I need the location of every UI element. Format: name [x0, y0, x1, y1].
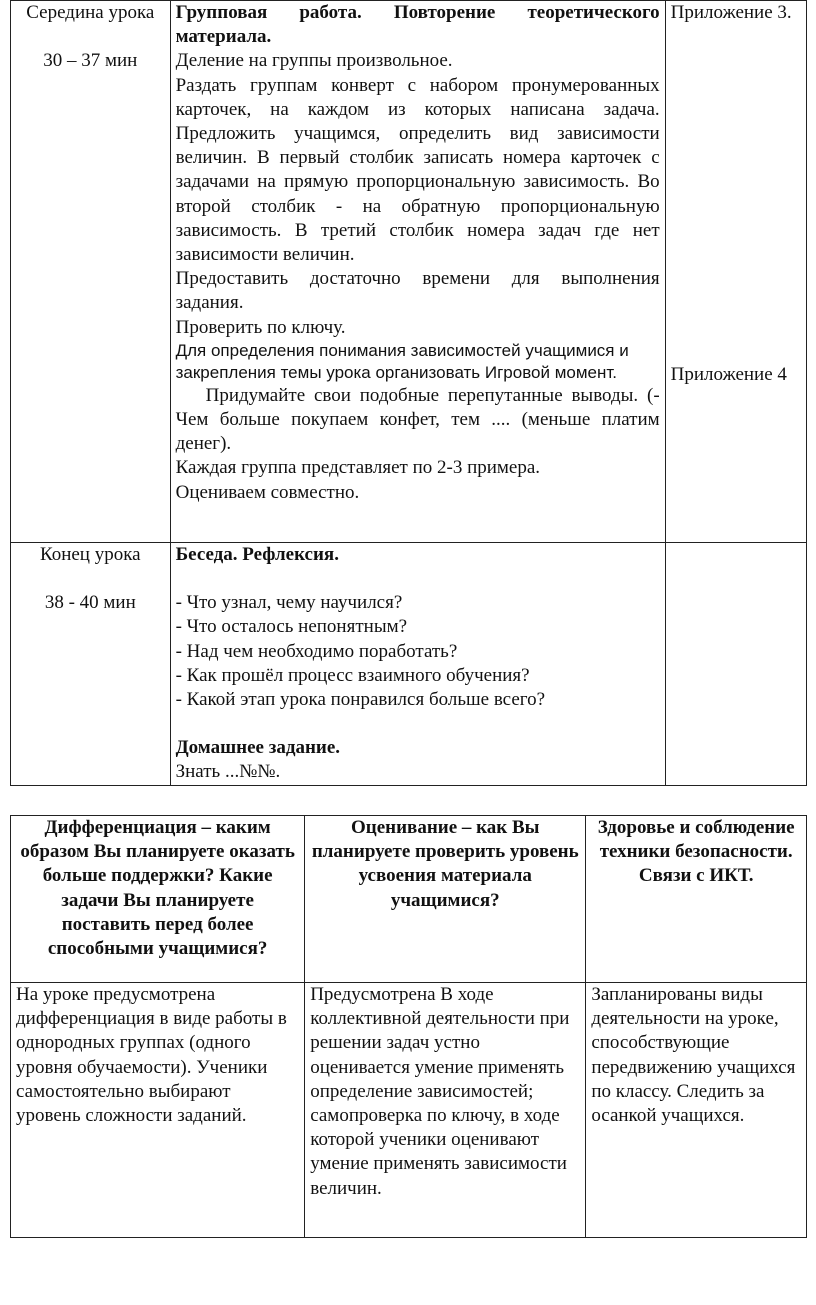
paragraph: Предоставить достаточно времени для выполнения задания. [175, 268, 660, 314]
homework-text: Знать ...№№. [175, 761, 281, 783]
question-item: - Что узнал, чему научился? [175, 592, 403, 614]
game-moment-paragraph: Для определения понимания зависимостей учащимися и закрепления темы урока организовать Игровой момент. [175, 340, 629, 382]
stage-label: Конец урока [39, 544, 141, 565]
appendix-label: Приложение 3. [670, 2, 792, 23]
question-item: - Что осталось непонятным? [175, 616, 408, 638]
stage-time: 38 - 40 мин [44, 592, 136, 614]
paragraph: Каждая группа представляет по 2-3 примера. [175, 457, 541, 479]
resources-cell [665, 1, 806, 543]
content-cell [170, 1, 665, 543]
lesson-plan-table [10, 0, 807, 786]
stage-label: Середина урока [26, 2, 155, 23]
table-row [11, 543, 807, 786]
stage-time: 30 – 37 мин [43, 50, 138, 72]
health-safety-cell: Запланированы виды деятельности на уроке, способствующие передвижению учащихся по классу. Следить за осанкой учащихся. [586, 983, 807, 1238]
header-health-safety: Здоровье и соблюдение техники безопасности. Связи с ИКТ. [586, 816, 807, 983]
paragraph: Деление на группы произвольное. [175, 50, 453, 72]
paragraph: Оцениваем совместно. [175, 481, 360, 503]
paragraph: Раздать группам конверт с набором пронумерованных карточек, на каждом из которых написана задача. Предложить учащимся, определить вид зависимости величин. В первый столбик записать номера карточек с задачами на прямую пропорциональную зависимость. Во второй столбик - на обратную пропорциональную зависимость. В третий столбик номера задач где нет зависимости величин. [175, 74, 660, 266]
homework-title: Домашнее задание. [175, 737, 341, 759]
table-row [11, 816, 807, 983]
assessment-table [10, 815, 807, 1238]
assessment-cell: Предусмотрена В ходе коллективной деятельности при решении задач устно оценивается умение применять определение зависимостей; самопроверка по ключу, в ходе которой ученики оценивают умение применять зависимости величин. [305, 983, 586, 1238]
content-cell [170, 543, 665, 786]
header-assessment: Оценивание – как Вы планируете проверить уровень усвоения материала учащимися? [305, 816, 586, 983]
header-differentiation: Дифференциация – каким образом Вы планируете оказать больше поддержки? Какие задачи Вы планируете поставить перед более способными учащимися? [11, 816, 305, 983]
question-item: - Как прошёл процесс взаимного обучения? [175, 664, 530, 686]
stage-cell [11, 543, 171, 786]
stage-cell [11, 1, 171, 543]
question-item: - Над чем необходимо поработать? [175, 640, 458, 662]
table-row [11, 983, 807, 1238]
question-item: - Какой этап урока понравился больше всего? [175, 689, 546, 711]
paragraph: Проверить по ключу. [175, 316, 346, 338]
paragraph: Придумайте свои подобные перепутанные выводы. (- Чем больше покупаем конфет, тем .... (меньше платим денег). [175, 384, 660, 455]
table-row [11, 1, 807, 543]
content-title: Групповая работа. Повторение теоретического материала. [175, 2, 660, 48]
content-title: Беседа. Рефлексия. [175, 544, 339, 565]
appendix-label: Приложение 4 [670, 364, 787, 386]
resources-cell [665, 543, 806, 786]
differentiation-cell: На уроке предусмотрена дифференциация в виде работы в однородных группах (одного уровня обучаемости). Ученики самостоятельно выбирают уровень сложности заданий. [11, 983, 305, 1238]
